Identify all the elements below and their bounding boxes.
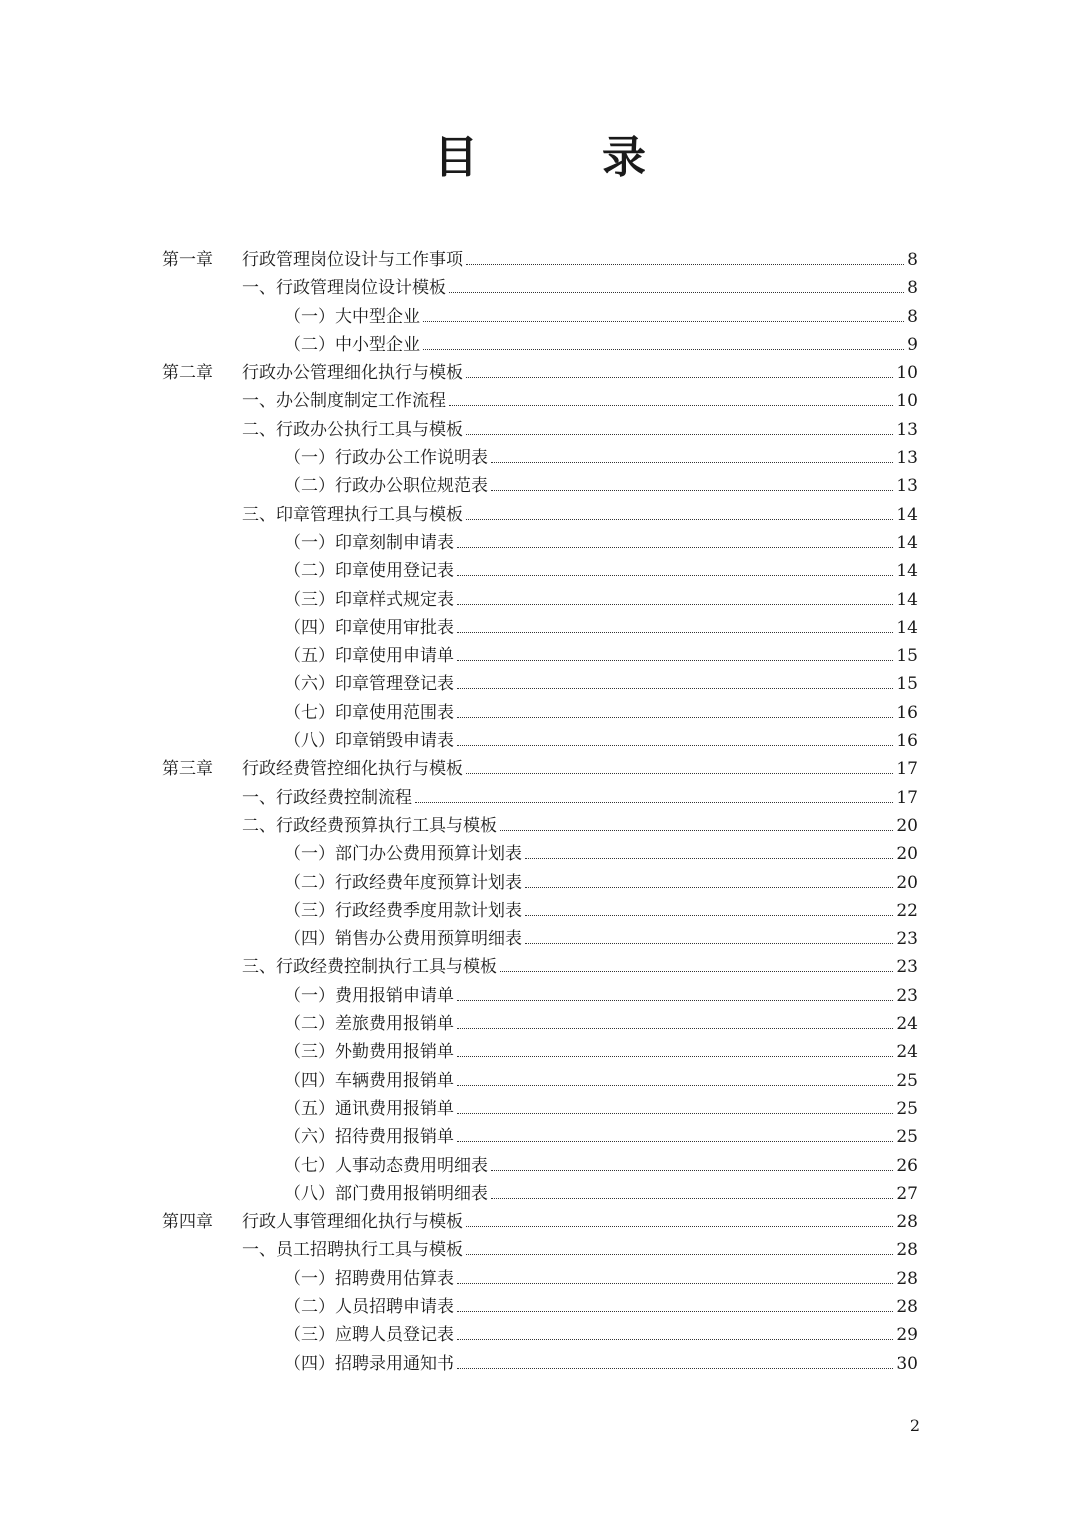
dot-leader — [525, 914, 893, 916]
toc-entry[interactable] — [162, 246, 918, 274]
toc-page-number: 14 — [896, 561, 918, 582]
toc-page-number: 20 — [896, 844, 918, 865]
toc-page-number: 14 — [896, 589, 918, 610]
dot-leader — [415, 801, 893, 803]
toc-page-number: 14 — [896, 504, 918, 525]
dot-leader — [491, 1197, 893, 1199]
dot-leader — [423, 320, 904, 322]
toc-entry-title: 一、行政管理岗位设计模板 — [242, 278, 446, 299]
toc-entry[interactable] — [162, 444, 918, 472]
toc-entry-title: （五）通讯费用报销单 — [284, 1098, 454, 1119]
toc-entry[interactable] — [162, 274, 918, 302]
dot-leader — [457, 1367, 893, 1369]
toc-entry[interactable] — [162, 1038, 918, 1066]
toc-page-number: 15 — [896, 674, 918, 695]
toc-entry-title: 一、员工招聘执行工具与模板 — [242, 1240, 463, 1261]
toc-entry[interactable] — [162, 331, 918, 359]
dot-leader — [457, 546, 893, 548]
toc-entry-title: （五）印章使用申请单 — [284, 646, 454, 667]
dot-leader — [500, 970, 893, 972]
toc-entry-title: （三）行政经费季度用款计划表 — [284, 900, 522, 921]
toc-entry[interactable] — [162, 1123, 918, 1151]
toc-page-number: 28 — [896, 1268, 918, 1289]
toc-entry[interactable] — [162, 982, 918, 1010]
toc-entry-title: （三）外勤费用报销单 — [284, 1042, 454, 1063]
dot-leader — [457, 1027, 893, 1029]
toc-page-number: 16 — [896, 702, 918, 723]
toc-entry-title: （四）印章使用审批表 — [284, 617, 454, 638]
toc-page-number: 28 — [896, 1296, 918, 1317]
toc-entry[interactable] — [162, 953, 918, 981]
toc-page-number: 20 — [896, 815, 918, 836]
toc-entry-title: （六）招待费用报销单 — [284, 1127, 454, 1148]
dot-leader — [457, 1055, 893, 1057]
toc-entry[interactable] — [162, 1010, 918, 1038]
dot-leader — [449, 404, 893, 406]
dot-leader — [457, 999, 893, 1001]
toc-entry-title: 二、行政办公执行工具与模板 — [242, 419, 463, 440]
toc-entry[interactable] — [162, 501, 918, 529]
dot-leader — [457, 716, 893, 718]
toc-entry-title: （七）印章使用范围表 — [284, 702, 454, 723]
dot-leader — [457, 574, 893, 576]
toc-entry-title: （四）车辆费用报销单 — [284, 1070, 454, 1091]
toc-page-number: 14 — [896, 617, 918, 638]
toc-entry[interactable] — [162, 1067, 918, 1095]
toc-entry-title: （二）中小型企业 — [284, 334, 420, 355]
dot-leader — [525, 942, 893, 944]
toc-entry[interactable] — [162, 727, 918, 755]
toc-entry-title: 二、行政经费预算执行工具与模板 — [242, 815, 497, 836]
dot-leader — [449, 291, 904, 293]
toc-page-number: 8 — [907, 306, 918, 327]
toc-page-number: 30 — [896, 1353, 918, 1374]
toc-page-number: 13 — [896, 419, 918, 440]
page-number: 2 — [909, 1416, 920, 1435]
toc-entry[interactable] — [162, 416, 918, 444]
toc-entry[interactable] — [162, 812, 918, 840]
toc-entry[interactable] — [162, 784, 918, 812]
toc-entry[interactable] — [162, 1095, 918, 1123]
toc-entry-title: （一）大中型企业 — [284, 306, 420, 327]
toc-entry-title: （二）人员招聘申请表 — [284, 1296, 454, 1317]
toc-chapter-label: 第一章 — [162, 250, 213, 270]
toc-entry-title: 行政人事管理细化执行与模板 — [242, 1212, 463, 1233]
toc-entry[interactable] — [162, 303, 918, 331]
toc-entry-title: 三、印章管理执行工具与模板 — [242, 504, 463, 525]
toc-entry[interactable] — [162, 699, 918, 727]
toc-page-number: 8 — [907, 278, 918, 299]
toc-entry-title: 一、办公制度制定工作流程 — [242, 391, 446, 412]
toc-entry[interactable] — [162, 840, 918, 868]
toc-entry[interactable] — [162, 1293, 918, 1321]
dot-leader — [457, 631, 893, 633]
toc-entry-title: （七）人事动态费用明细表 — [284, 1155, 488, 1176]
toc-page-number: 25 — [896, 1098, 918, 1119]
toc-chapter-label: 第四章 — [162, 1212, 213, 1233]
toc-entry-title: 三、行政经费控制执行工具与模板 — [242, 957, 497, 978]
toc-entry-title: （一）印章刻制申请表 — [284, 532, 454, 553]
dot-leader — [457, 659, 893, 661]
dot-leader — [466, 433, 893, 435]
toc-page-number: 23 — [896, 929, 918, 950]
toc-entry-title: （二）印章使用登记表 — [284, 561, 454, 582]
dot-leader — [466, 376, 893, 378]
toc-chapter-label: 第二章 — [162, 363, 213, 384]
toc-entry-title: （二）差旅费用报销单 — [284, 1014, 454, 1035]
dot-leader — [466, 263, 904, 265]
toc-entry[interactable] — [162, 755, 918, 783]
toc-entry[interactable] — [162, 387, 918, 415]
dot-leader — [525, 886, 893, 888]
dot-leader — [457, 1282, 893, 1284]
toc-page-number: 23 — [896, 985, 918, 1006]
toc-page-number: 8 — [907, 250, 918, 270]
toc-page-number: 13 — [896, 448, 918, 469]
toc-entry-title: （一）费用报销申请单 — [284, 985, 454, 1006]
toc-page-number: 25 — [896, 1070, 918, 1091]
toc-page-number: 14 — [896, 532, 918, 553]
toc-entry[interactable] — [162, 1321, 918, 1349]
dot-leader — [525, 857, 893, 859]
toc-entry-title: （八）印章销毁申请表 — [284, 731, 454, 752]
toc-entry-title: （六）印章管理登记表 — [284, 674, 454, 695]
page-title: 目 录 — [434, 132, 686, 183]
toc-entry[interactable] — [162, 1180, 918, 1208]
toc-entry[interactable] — [162, 1152, 918, 1180]
dot-leader — [457, 687, 893, 689]
toc-page-number: 29 — [896, 1325, 918, 1346]
dot-leader — [466, 1225, 893, 1227]
dot-leader — [457, 1084, 893, 1086]
toc-entry[interactable] — [162, 586, 918, 614]
dot-leader — [457, 603, 893, 605]
toc-entry[interactable] — [162, 1236, 918, 1264]
dot-leader — [457, 1338, 893, 1340]
toc-entry-title: （一）招聘费用估算表 — [284, 1268, 454, 1289]
table-of-contents — [162, 246, 918, 1378]
toc-page-number: 17 — [896, 787, 918, 808]
toc-entry[interactable] — [162, 614, 918, 642]
toc-entry[interactable] — [162, 897, 918, 925]
toc-entry[interactable] — [162, 670, 918, 698]
toc-entry-title: （一）部门办公费用预算计划表 — [284, 844, 522, 865]
toc-page-number: 27 — [896, 1183, 918, 1204]
toc-entry-title: 行政经费管控细化执行与模板 — [242, 759, 463, 780]
toc-page-number: 28 — [896, 1240, 918, 1261]
toc-entry[interactable] — [162, 529, 918, 557]
toc-entry-title: 一、行政经费控制流程 — [242, 787, 412, 808]
toc-entry[interactable] — [162, 359, 918, 387]
toc-entry-title: （四）销售办公费用预算明细表 — [284, 929, 522, 950]
toc-entry[interactable] — [162, 1208, 918, 1236]
dot-leader — [491, 1169, 893, 1171]
toc-entry[interactable] — [162, 869, 918, 897]
dot-leader — [491, 461, 893, 463]
dot-leader — [466, 1253, 893, 1255]
toc-chapter-label: 第三章 — [162, 759, 213, 780]
toc-page-number: 13 — [896, 476, 918, 497]
toc-page-number: 28 — [896, 1212, 918, 1233]
toc-entry[interactable] — [162, 557, 918, 585]
toc-entry-title: （一）行政办公工作说明表 — [284, 448, 488, 469]
dot-leader — [466, 518, 893, 520]
toc-entry[interactable] — [162, 472, 918, 500]
toc-page-number: 16 — [896, 731, 918, 752]
dot-leader — [457, 1140, 893, 1142]
toc-page-number: 25 — [896, 1127, 918, 1148]
dot-leader — [457, 744, 893, 746]
toc-entry[interactable] — [162, 642, 918, 670]
toc-entry-title: （八）部门费用报销明细表 — [284, 1183, 488, 1204]
dot-leader — [457, 1310, 893, 1312]
toc-page-number: 9 — [907, 334, 918, 355]
dot-leader — [457, 1112, 893, 1114]
toc-entry-title: （三）应聘人员登记表 — [284, 1325, 454, 1346]
toc-entry-title: 行政管理岗位设计与工作事项 — [242, 250, 463, 270]
toc-page-number: 20 — [896, 872, 918, 893]
toc-entry-title: （三）印章样式规定表 — [284, 589, 454, 610]
dot-leader — [500, 829, 893, 831]
dot-leader — [423, 348, 904, 350]
toc-entry-title: （二）行政办公职位规范表 — [284, 476, 488, 497]
toc-entry[interactable] — [162, 1350, 918, 1378]
dot-leader — [491, 489, 893, 491]
toc-entry-title: （四）招聘录用通知书 — [284, 1353, 454, 1374]
toc-entry[interactable] — [162, 1265, 918, 1293]
toc-page-number: 17 — [896, 759, 918, 780]
toc-page-number: 24 — [896, 1042, 918, 1063]
toc-page-number: 22 — [896, 900, 918, 921]
toc-entry[interactable] — [162, 925, 918, 953]
toc-page-number: 10 — [896, 391, 918, 412]
toc-entry-title: 行政办公管理细化执行与模板 — [242, 363, 463, 384]
toc-page-number: 24 — [896, 1014, 918, 1035]
dot-leader — [466, 772, 893, 774]
toc-page-number: 26 — [896, 1155, 918, 1176]
toc-page-number: 10 — [896, 363, 918, 384]
toc-page-number: 23 — [896, 957, 918, 978]
toc-entry-title: （二）行政经费年度预算计划表 — [284, 872, 522, 893]
toc-page-number: 15 — [896, 646, 918, 667]
